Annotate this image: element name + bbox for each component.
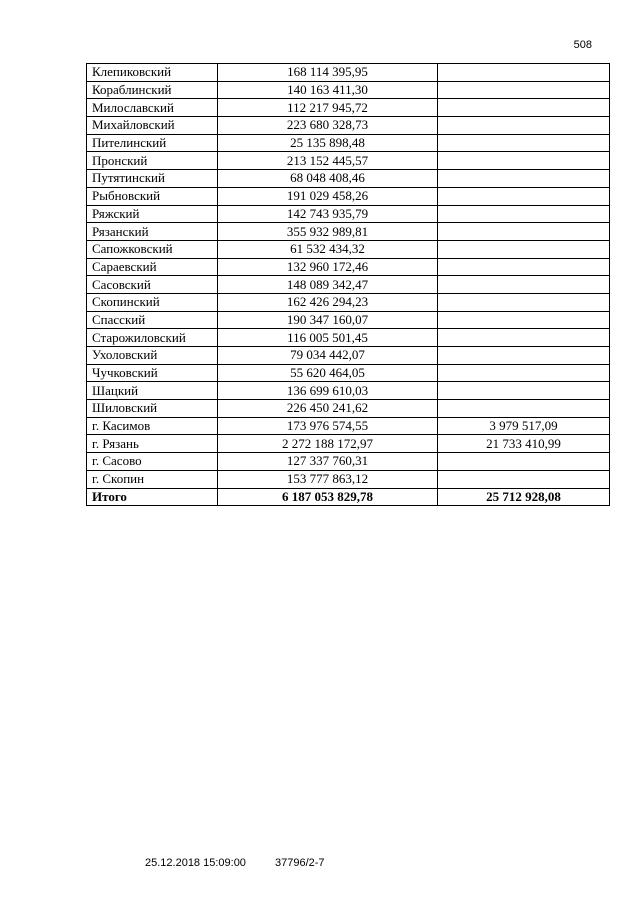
amount-cell: 116 005 501,45 <box>218 329 438 347</box>
district-name: Сапожковский <box>87 240 218 258</box>
table-row <box>87 258 610 276</box>
extra-cell <box>438 364 610 382</box>
footer-doc-id: 37796/2-7 <box>275 857 325 869</box>
table-row <box>87 223 610 241</box>
extra-cell <box>438 134 610 152</box>
total-extra: 25 712 928,08 <box>438 488 610 506</box>
table-row <box>87 435 610 453</box>
district-name: Рязанский <box>87 223 218 241</box>
amount-cell: 173 976 574,55 <box>218 417 438 435</box>
district-name: Сараевский <box>87 258 218 276</box>
table-row <box>87 347 610 365</box>
table-row <box>87 400 610 418</box>
district-name: Ухоловский <box>87 347 218 365</box>
amount-cell: 127 337 760,31 <box>218 453 438 471</box>
extra-cell <box>438 187 610 205</box>
extra-cell <box>438 99 610 117</box>
extra-cell <box>438 205 610 223</box>
footer <box>145 857 325 869</box>
extra-cell <box>438 152 610 170</box>
amount-cell: 223 680 328,73 <box>218 117 438 135</box>
amount-cell: 55 620 464,05 <box>218 364 438 382</box>
district-name: Милославский <box>87 99 218 117</box>
amount-cell: 79 034 442,07 <box>218 347 438 365</box>
amount-cell: 25 135 898,48 <box>218 134 438 152</box>
table-row <box>87 81 610 99</box>
table-body <box>87 64 610 506</box>
table-row <box>87 64 610 82</box>
extra-cell <box>438 329 610 347</box>
extra-cell <box>438 400 610 418</box>
district-name: Чучковский <box>87 364 218 382</box>
amount-cell: 2 272 188 172,97 <box>218 435 438 453</box>
district-name: Шиловский <box>87 400 218 418</box>
extra-cell <box>438 276 610 294</box>
district-name: Клепиковский <box>87 64 218 82</box>
extra-cell <box>438 258 610 276</box>
district-name: Сасовский <box>87 276 218 294</box>
extra-cell <box>438 170 610 188</box>
amount-cell: 226 450 241,62 <box>218 400 438 418</box>
table-row <box>87 276 610 294</box>
amount-cell: 112 217 945,72 <box>218 99 438 117</box>
extra-cell: 21 733 410,99 <box>438 435 610 453</box>
district-name: г. Касимов <box>87 417 218 435</box>
extra-cell <box>438 311 610 329</box>
total-row <box>87 488 610 506</box>
district-name: Старожиловский <box>87 329 218 347</box>
table-row <box>87 470 610 488</box>
table-row <box>87 117 610 135</box>
amount-cell: 355 932 989,81 <box>218 223 438 241</box>
district-name: Кораблинский <box>87 81 218 99</box>
district-name: Путятинский <box>87 170 218 188</box>
amount-cell: 162 426 294,23 <box>218 293 438 311</box>
budget-table <box>86 63 610 506</box>
district-name: Михайловский <box>87 117 218 135</box>
extra-cell <box>438 117 610 135</box>
table-row <box>87 364 610 382</box>
total-label: Итого <box>87 488 218 506</box>
table-row <box>87 329 610 347</box>
extra-cell <box>438 64 610 82</box>
table-row <box>87 187 610 205</box>
table-row <box>87 311 610 329</box>
extra-cell <box>438 382 610 400</box>
district-name: г. Скопин <box>87 470 218 488</box>
amount-cell: 153 777 863,12 <box>218 470 438 488</box>
page-number: 508 <box>573 39 592 51</box>
table-row <box>87 99 610 117</box>
table-row <box>87 417 610 435</box>
table-row <box>87 293 610 311</box>
extra-cell <box>438 453 610 471</box>
extra-cell <box>438 240 610 258</box>
table-row <box>87 134 610 152</box>
footer-timestamp: 25.12.2018 15:09:00 <box>145 857 246 869</box>
district-name: Спасский <box>87 311 218 329</box>
district-name: г. Сасово <box>87 453 218 471</box>
table-row <box>87 382 610 400</box>
extra-cell <box>438 81 610 99</box>
table-row <box>87 453 610 471</box>
extra-cell: 3 979 517,09 <box>438 417 610 435</box>
table-row <box>87 205 610 223</box>
amount-cell: 213 152 445,57 <box>218 152 438 170</box>
amount-cell: 61 532 434,32 <box>218 240 438 258</box>
table-row <box>87 170 610 188</box>
extra-cell <box>438 470 610 488</box>
extra-cell <box>438 293 610 311</box>
table-row <box>87 240 610 258</box>
amount-cell: 191 029 458,26 <box>218 187 438 205</box>
district-name: Пронский <box>87 152 218 170</box>
extra-cell <box>438 347 610 365</box>
district-name: Ряжский <box>87 205 218 223</box>
amount-cell: 142 743 935,79 <box>218 205 438 223</box>
district-name: Шацкий <box>87 382 218 400</box>
total-amount: 6 187 053 829,78 <box>218 488 438 506</box>
district-name: Пителинский <box>87 134 218 152</box>
amount-cell: 168 114 395,95 <box>218 64 438 82</box>
amount-cell: 148 089 342,47 <box>218 276 438 294</box>
district-name: Рыбновский <box>87 187 218 205</box>
amount-cell: 190 347 160,07 <box>218 311 438 329</box>
district-name: г. Рязань <box>87 435 218 453</box>
amount-cell: 136 699 610,03 <box>218 382 438 400</box>
amount-cell: 68 048 408,46 <box>218 170 438 188</box>
extra-cell <box>438 223 610 241</box>
district-name: Скопинский <box>87 293 218 311</box>
amount-cell: 132 960 172,46 <box>218 258 438 276</box>
table-row <box>87 152 610 170</box>
amount-cell: 140 163 411,30 <box>218 81 438 99</box>
